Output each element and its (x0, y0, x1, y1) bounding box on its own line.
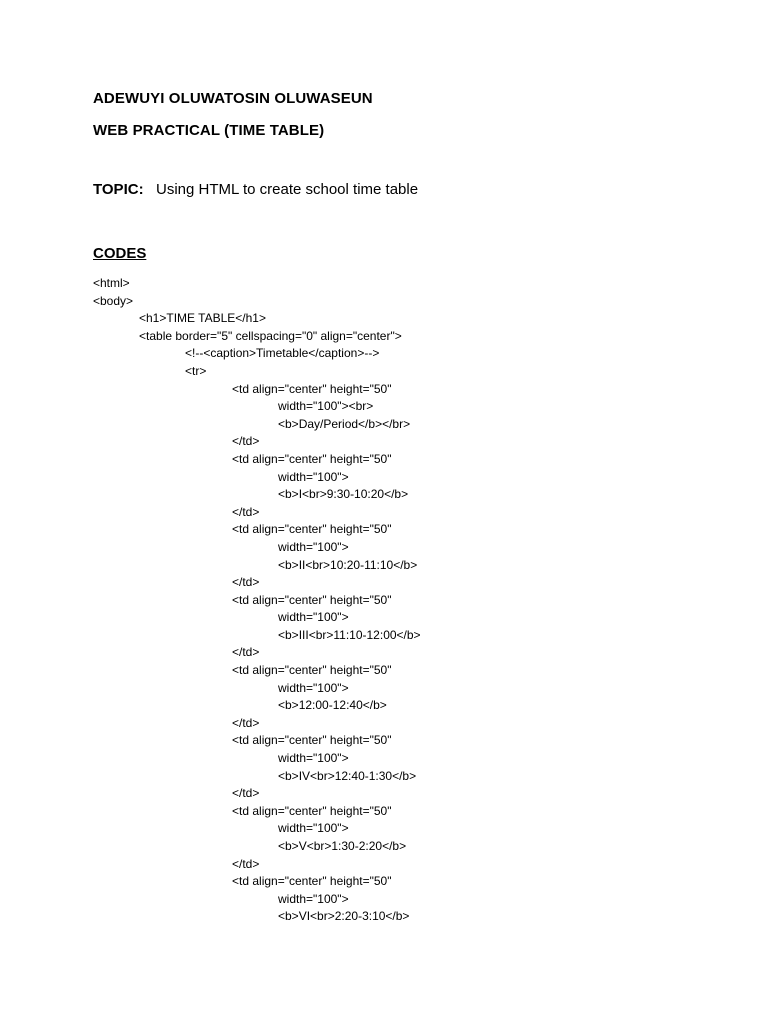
code-line: <td align="center" height="50" (232, 663, 392, 678)
code-line: <td align="center" height="50" (232, 522, 392, 537)
code-line: width="100"> (278, 751, 349, 766)
code-line: <td align="center" height="50" (232, 803, 392, 818)
topic-label: TOPIC: (93, 181, 144, 198)
author-name: ADEWUYI OLUWATOSIN OLUWASEUN (93, 90, 373, 107)
code-line: <b>VI<br>2:20-3:10</b> (278, 909, 410, 924)
code-line: <td align="center" height="50" (232, 381, 392, 396)
code-line: width="100"> (278, 539, 349, 554)
code-line: <b>I<br>9:30-10:20</b> (278, 487, 409, 502)
code-line: </td> (232, 856, 260, 871)
code-line: <h1>TIME TABLE</h1> (139, 311, 266, 326)
code-line: </td> (232, 786, 260, 801)
code-line: </td> (232, 715, 260, 730)
code-line: width="100"> (278, 821, 349, 836)
code-line: <b>IV<br>12:40-1:30</b> (278, 768, 417, 783)
code-line: <td align="center" height="50" (232, 451, 392, 466)
code-line: </td> (232, 504, 260, 519)
code-line: <!--<caption>Timetable</caption>--> (185, 346, 380, 361)
codes-heading: CODES (93, 245, 147, 262)
code-line: <tr> (185, 363, 207, 378)
code-line: <html> (93, 276, 130, 290)
topic-line (93, 180, 418, 200)
code-line: <td align="center" height="50" (232, 733, 392, 748)
code-line: width="100"> (278, 680, 349, 695)
code-line: <b>12:00-12:40</b> (278, 698, 387, 713)
code-listing (93, 275, 713, 926)
code-line: <table border="5" cellspacing="0" align="center"> (139, 328, 402, 343)
topic-text: Using HTML to create school time table (156, 181, 419, 198)
code-line: <b>III<br>11:10-12:00</b> (278, 627, 421, 642)
code-line: width="100"> (278, 469, 349, 484)
code-line: width="100"> (278, 610, 349, 625)
code-line: </td> (232, 575, 260, 590)
code-line: <td align="center" height="50" (232, 592, 392, 607)
code-line: <td align="center" height="50" (232, 874, 392, 889)
code-line: <b>Day/Period</b></br> (278, 416, 411, 431)
code-line: <b>V<br>1:30-2:20</b> (278, 839, 407, 853)
code-line: </td> (232, 645, 260, 660)
code-line: <body> (93, 293, 134, 308)
code-line: <b>II<br>10:20-11:10</b> (278, 557, 418, 572)
code-line: width="100"> (278, 891, 349, 906)
code-line: </td> (232, 434, 260, 449)
document-subtitle: WEB PRACTICAL (TIME TABLE) (93, 122, 325, 139)
code-line: width="100"><br> (278, 399, 374, 414)
